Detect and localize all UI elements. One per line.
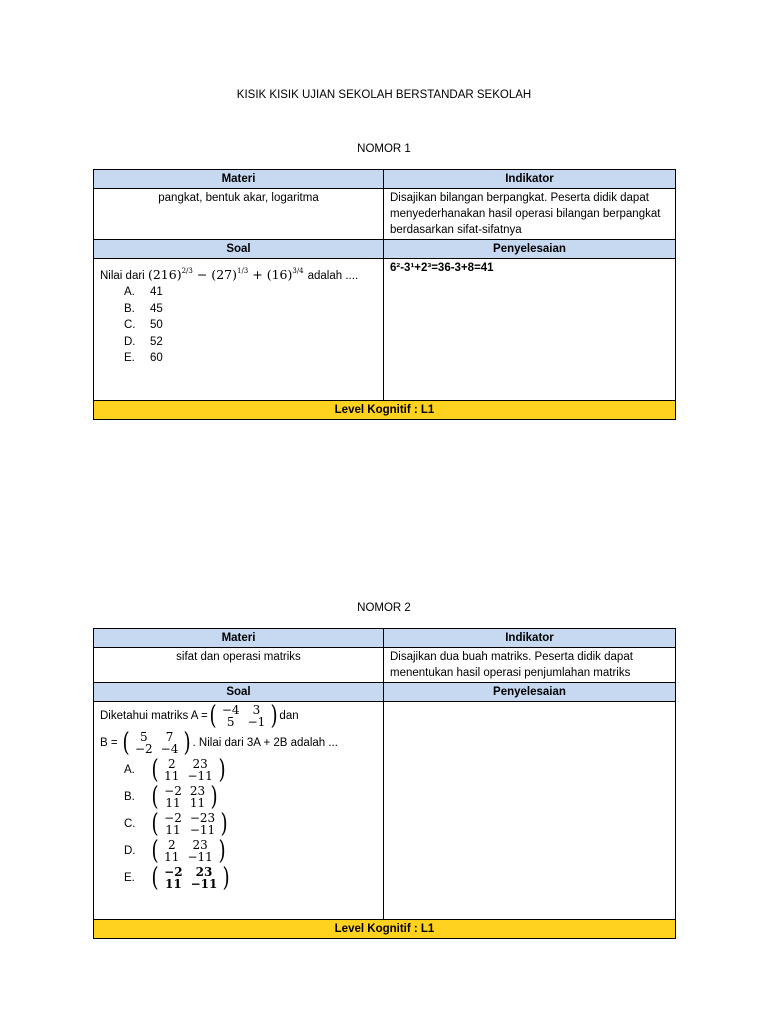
materi-header: Materi bbox=[94, 629, 384, 648]
list-item: D. 52 bbox=[124, 335, 163, 348]
penyelesaian-cell: 6²-3¹+2³=36-3+8=41 bbox=[384, 259, 676, 401]
soal-header: Soal bbox=[94, 683, 384, 702]
matrix-option: ( 2 23 11 −11 ) bbox=[151, 754, 226, 785]
soal-cell bbox=[94, 259, 384, 401]
matrix-option: ( −2 −23 11 −11 ) bbox=[151, 808, 228, 839]
page-title: KISIK KISIK UJIAN SEKOLAH BERSTANDAR SEKOLAH bbox=[236, 89, 532, 101]
list-item: C. ( −2 −23 11 −11 ) bbox=[124, 808, 228, 839]
indikator-header: Indikator bbox=[384, 629, 676, 648]
indikator-cell: Disajikan dua buah matriks. Peserta didik dapat menentukan hasil operasi penjumlahan matriks bbox=[384, 648, 676, 683]
level-kognitif: Level Kognitif : L1 bbox=[94, 920, 676, 939]
list-item: B. ( −2 23 11 11 ) bbox=[124, 781, 218, 812]
nomor-1-table bbox=[93, 169, 676, 420]
soal-line-1: Diketahui matriks A = ( −4 3 5 −1 ) dan bbox=[100, 700, 299, 731]
level-kognitif: Level Kognitif : L1 bbox=[94, 401, 676, 420]
indikator-header: Indikator bbox=[384, 170, 676, 189]
math-expression: $(216)^{2/3} - (27)^{1/3} + (16)^{3/4}$ bbox=[147, 267, 304, 282]
list-item: B. 45 bbox=[124, 302, 163, 315]
list-item: C. 50 bbox=[124, 319, 163, 331]
list-item: A. 41 bbox=[124, 286, 163, 298]
materi-cell: sifat dan operasi matriks bbox=[94, 648, 384, 683]
materi-cell: pangkat, bentuk akar, logaritma bbox=[94, 189, 384, 240]
penyelesaian-header: Penyelesaian bbox=[384, 683, 676, 702]
soal-question: Nilai dari $(216)^{2/3} - (27)^{1/3} + (16)^{3/4}$ adalah .... bbox=[100, 267, 359, 282]
matrix-option: ( −2 23 11 11 ) bbox=[151, 781, 218, 812]
matrix-option: ( −2 23 11 −11 ) bbox=[151, 862, 230, 893]
nomor-1-label: NOMOR 1 bbox=[357, 143, 411, 155]
options-list bbox=[100, 284, 377, 367]
soal-cell bbox=[94, 702, 384, 920]
matrix-b: ( 5 7 −2 −4 ) bbox=[122, 727, 191, 758]
penyelesaian-cell bbox=[384, 702, 676, 920]
soal-header: Soal bbox=[94, 240, 384, 259]
list-item: E. ( −2 23 11 −11 ) bbox=[124, 862, 230, 893]
materi-header: Materi bbox=[94, 170, 384, 189]
matrix-option: ( 2 23 11 −11 ) bbox=[151, 835, 226, 866]
soal-line-2: B = ( 5 7 −2 −4 ) . Nilai dari 3A + 2B adalah ... bbox=[100, 727, 338, 758]
list-item: A. ( 2 23 11 −11 ) bbox=[124, 754, 226, 785]
nomor-2-label: NOMOR 2 bbox=[357, 602, 411, 614]
penyelesaian-header: Penyelesaian bbox=[384, 240, 676, 259]
list-item: D. ( 2 23 11 −11 ) bbox=[124, 835, 226, 866]
matrix-a: ( −4 3 5 −1 ) bbox=[209, 700, 278, 731]
nomor-2-table bbox=[93, 628, 676, 939]
options-list bbox=[100, 756, 377, 891]
indikator-cell: Disajikan bilangan berpangkat. Peserta didik dapat menyederhanakan hasil operasi bilangan berpangkat berdasarkan sifat-sifatnya bbox=[384, 189, 676, 240]
list-item: E. 60 bbox=[124, 352, 163, 364]
